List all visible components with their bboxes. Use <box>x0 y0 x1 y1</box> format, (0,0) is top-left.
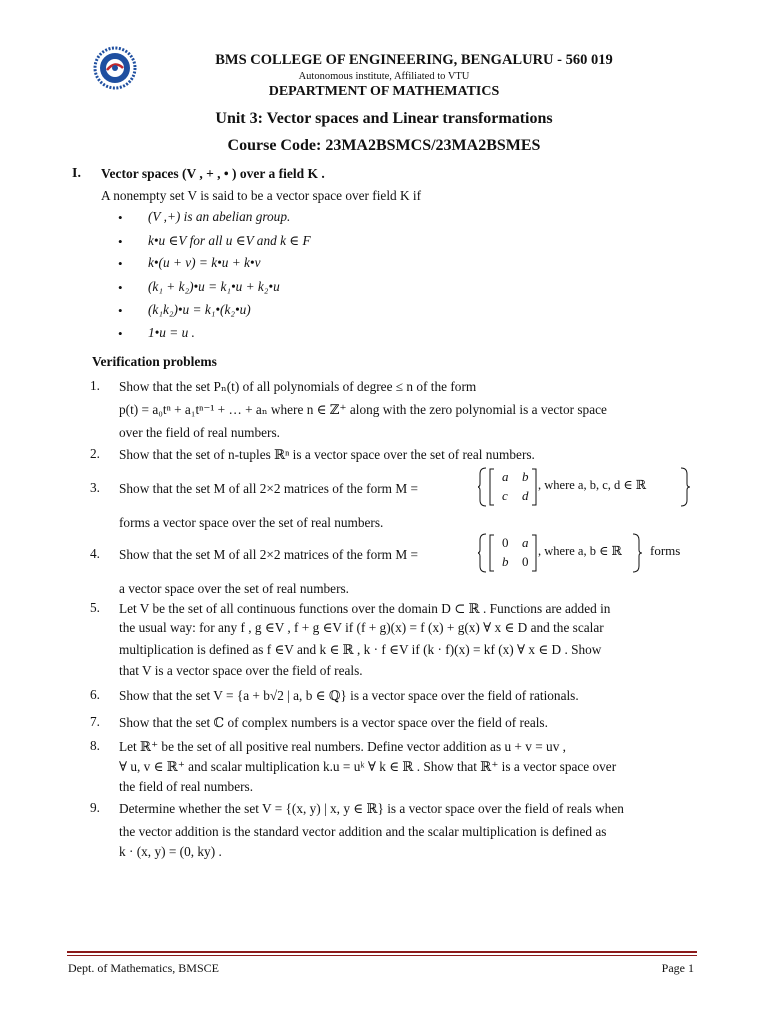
problem-number: 8. <box>90 738 100 753</box>
axiom-item: (k₁ + k₂)•u = k₁•u + k₂•u <box>148 279 280 294</box>
problem-text: the usual way: for any f , g ∈V , f + g ∈V if (f + g)(x) = f (x) + g(x) ∀ x ∈ D and the scalar <box>119 620 604 635</box>
matrix-set-3 <box>478 466 693 513</box>
bullet-icon: • <box>118 234 123 249</box>
problem-number: 7. <box>90 714 100 729</box>
problem-number: 1. <box>90 378 100 393</box>
section-title: Vector spaces (V , + , • ) over a field K . <box>101 166 325 181</box>
matrix-condition: , where a, b, c, d ∈ ℝ <box>538 478 647 492</box>
problem-text: Show that the set V = {a + b√2 | a, b ∈ ℚ} is a vector space over the field of rationals. <box>119 688 579 703</box>
problem-number: 9. <box>90 800 100 815</box>
problem-text: Determine whether the set V = {(x, y) | x, y ∈ ℝ} is a vector space over the field of reals when <box>119 801 624 816</box>
matrix-condition: , where a, b ∈ ℝ <box>538 544 622 558</box>
course-code: Course Code: 23MA2BSMCS/23MA2BSMES <box>227 137 541 154</box>
bullet-icon: • <box>118 210 123 225</box>
axiom-item: k•(u + v) = k•u + k•v <box>148 255 261 270</box>
problem-text: Let ℝ⁺ be the set of all positive real numbers. Define vector addition as u + v = uv , <box>119 739 566 754</box>
matrix-set-4 <box>478 532 681 579</box>
problem-text: the vector addition is the standard vector addition and the scalar multiplication is defined as <box>119 824 607 839</box>
problem-number: 5. <box>90 600 100 615</box>
matrix-entry: 0 <box>522 554 529 569</box>
bullet-icon: • <box>118 326 123 341</box>
axiom-item: (k₁k₂)•u = k₁•(k₂•u) <box>148 302 251 317</box>
affiliation: Autonomous institute, Affiliated to VTU <box>298 71 470 82</box>
problem-text: Let V be the set of all continuous functions over the domain D ⊂ ℝ . Functions are added in <box>119 601 611 616</box>
footer-page-number: Page 1 <box>661 961 694 975</box>
bullet-icon: • <box>118 280 123 295</box>
bullet-icon: • <box>118 303 123 318</box>
problem-text: k · (x, y) = (0, ky) . <box>119 844 222 859</box>
matrix-entry: c <box>502 488 508 503</box>
problem-text: multiplication is defined as f ∈V and k ∈ ℝ , k · f ∈V if (k · f)(x) = kf (x) ∀ x ∈ D . Show <box>119 642 602 657</box>
problem-number: 4. <box>90 546 100 561</box>
matrix-entry: a <box>522 535 529 550</box>
footer-rule <box>67 951 697 953</box>
problem-text: p(t) = a₀tⁿ + a₁tⁿ⁻¹ + … + aₙ where n ∈ ℤ⁺ along with the zero polynomial is a vector space <box>119 402 607 417</box>
problem-number: 2. <box>90 446 100 461</box>
problem-text: that V is a vector space over the field of reals. <box>119 663 363 678</box>
problem-text: over the field of real numbers. <box>119 425 280 440</box>
section-number: I. <box>72 166 81 181</box>
axiom-item: k•u ∈V for all u ∈V and k ∈ F <box>148 233 311 248</box>
problem-number: 3. <box>90 480 100 495</box>
department: DEPARTMENT OF MATHEMATICS <box>268 84 500 99</box>
problem-text: a vector space over the set of real numbers. <box>119 581 350 596</box>
footer-rule <box>67 955 697 956</box>
axiom-item: (V ,+) is an abelian group. <box>148 209 291 224</box>
problem-text: Show that the set Pₙ(t) of all polynomials of degree ≤ n of the form <box>119 379 477 394</box>
verification-heading: Verification problems <box>92 354 217 369</box>
footer-department: Dept. of Mathematics, BMSCE <box>68 961 219 975</box>
matrix-entry: d <box>522 488 529 503</box>
matrix-trailing-text: forms <box>650 543 681 558</box>
matrix-entry: a <box>502 469 509 484</box>
problem-text: forms a vector space over the set of real numbers. <box>119 515 384 530</box>
problem-text: the field of real numbers. <box>119 779 254 794</box>
matrix-entry: 0 <box>502 535 509 550</box>
axiom-item: 1•u = u . <box>148 325 195 340</box>
problem-text: Show that the set M of all 2×2 matrices of the form M = <box>119 547 418 562</box>
problem-text: Show that the set M of all 2×2 matrices of the form M = <box>119 481 418 496</box>
problem-text: Show that the set of n-tuples ℝⁿ is a vector space over the set of real numbers. <box>119 447 535 462</box>
unit-title: Unit 3: Vector spaces and Linear transformations <box>215 110 553 127</box>
bullet-icon: • <box>118 256 123 271</box>
section-intro: A nonempty set V is said to be a vector space over field K if <box>101 188 422 203</box>
problem-text: Show that the set ℂ of complex numbers is a vector space over the field of reals. <box>119 715 548 730</box>
problem-number: 6. <box>90 687 100 702</box>
matrix-entry: b <box>522 469 529 484</box>
problem-text: ∀ u, v ∈ ℝ⁺ and scalar multiplication k.u = uᵏ ∀ k ∈ ℝ . Show that ℝ⁺ is a vector space over <box>119 759 617 774</box>
matrix-entry: b <box>502 554 509 569</box>
college-name: BMS COLLEGE OF ENGINEERING, BENGALURU - 560 019 <box>215 52 613 68</box>
